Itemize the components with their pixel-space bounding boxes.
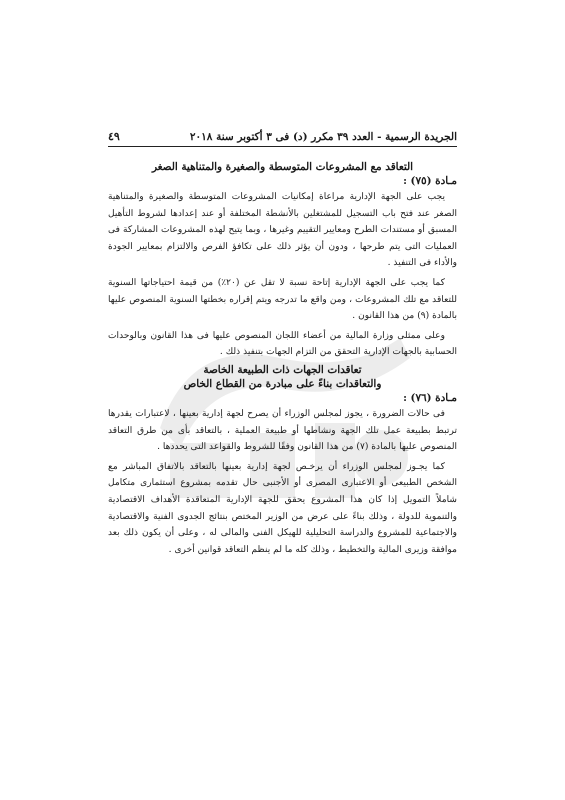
section-title: تعاقدات الجهات ذات الطبيعة الخاصة xyxy=(203,363,362,376)
running-header xyxy=(108,130,457,147)
paragraph: فى حالات الضرورة ، يجوز لمجلس الوزراء أن يصرح لجهة إدارية بعينها ، لاعتبارات يقدرها ترتبط بطبيعة عمل تلك الجهة ونشاطها أو طبيعة العملية ، بالتعاقد بأى من طرق التعاقد المنصوص عليها بالمادة (٧) من هذا القانون وفقًا للشروط والقواعد التى يحددها . xyxy=(108,408,457,453)
paragraph: وعلى ممثلى وزارة المالية من أعضاء اللجان المنصوص عليها فى هذا القانون وبالوحدات الحسابية بالجهات الإدارية التحقق من التزام الجهات بتنفيذ ذلك . xyxy=(108,330,457,358)
page-number: ٤٩ xyxy=(108,130,120,143)
paragraph: كما يجب على الجهة الإدارية إتاحة نسبة لا تقل عن (٢٠٪) من قيمة احتياجاتها السنوية للتعاقد مع تلك المشروعات ، ومن واقع ما تدرجه ويتم إقراره بخطتها السنوية المنصوص عليها بالمادة (٩) من هذا القانون . xyxy=(108,277,457,322)
section-subtitle: والتعاقدات بناءً على مبادرة من القطاع الخاص xyxy=(183,377,382,390)
running-title: الجريدة الرسمية - العدد ٣٩ مكرر (د) فى ٣ أكتوبر سنة ٢٠١٨ xyxy=(189,131,457,143)
section-title: التعاقد مع المشروعات المتوسطة والصغيرة والمتناهية الصغر xyxy=(151,161,414,173)
paragraph: يجب على الجهة الإدارية مراعاة إمكانيات المشروعات المتوسطة والصغيرة والمتناهية الصغر عند فتح باب التسجيل للمشتغلين بالأنشطة المختلفة أو عند إعدادها لشروط التأهيل المسبق أو مستندات الطرح ومعايير التقييم وغيرها ، وبما يتيح لهذه المشروعات المشاركة فى العمليات التى يتم طرحها ، ودون أن يؤثر ذلك على تكافؤ الفرص والالتزام بمعايير الجودة والأداء فى التنفيذ . xyxy=(108,192,457,269)
article-heading: مـادة (٧٥) : xyxy=(403,175,457,187)
paragraph: كما يجـوز لمجلس الوزراء أن يرخـص لجهة إدارية بعينها بالتعاقد بالاتفاق المباشر مع الشخص الطبيعى أو الاعتبارى المصرى أو الأجنبى حال تقدمه بمشروع استثمارى متكامل شاملاً التمويل إذا كان هذا المشروع يحقق للجهة الإدارية المتعاقدة الأهداف الاقتصادية والتنموية للدولة ، وذلك بناءً على عرض من الوزير المختص بنتائج الجدوى الفنية والاقتصادية والاجتماعية للمشروع والدراسة التحليلية للهيكل الفنى والمالى له ، وعلى أن يكون ذلك بعد موافقة وزيرى المالية والتخطيط ، وذلك كله ما لم ينظم التعاقد قوانين أخرى . xyxy=(108,461,457,555)
article-heading: مـادة (٧٦) : xyxy=(403,391,457,404)
document-body xyxy=(108,130,457,558)
